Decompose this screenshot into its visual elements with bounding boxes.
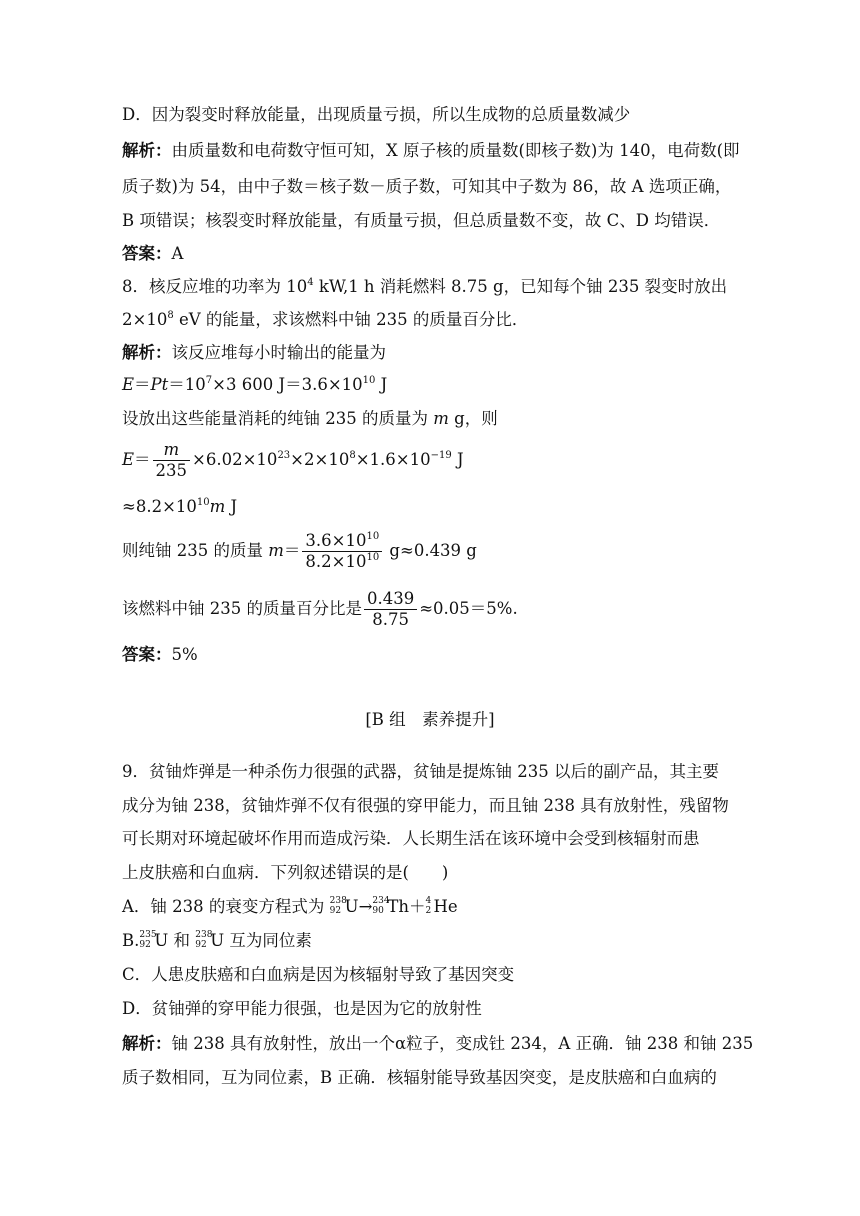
q8-analysis-line-1: 解析：该反应堆每小时输出的能量为 [122,343,386,362]
section-heading: [B 组 素养提升] [365,710,495,729]
q9-stem-line-4: 上皮肤癌和白血病．下列叙述错误的是( ) [122,863,449,882]
q7-analysis-line-2: 质子数)为 54，由中子数＝核子数－质子数，可知其中子数为 86，故 A 选项正确， [122,177,732,196]
q7-analysis-line-1: 解析：由质量数和电荷数守恒可知，X 原子核的质量数(即核子数)为 140，电荷数(即 [122,141,740,160]
q8-mass-statement: 设放出这些能量消耗的纯铀 235 的质量为 m g，则 [122,409,498,428]
q9-stem-line-2: 成分为铀 238，贫铀炸弹不仅有很强的穿甲能力，而且铀 238 具有放射性，残留物 [122,796,729,815]
q9-analysis-line-1: 解析：铀 238 具有放射性，放出一个α粒子，变成钍 234，A 正确．铀 238 和铀 235 [122,1034,754,1053]
nuclide-u238: 238 92 [329,896,347,916]
q8-equation-percentage: 该燃料中铀 235 的质量百分比是 $\frac{0.439}{8.75}$ ≈0.05＝5%. [122,589,518,629]
analysis-label: 解析： [122,343,172,362]
q8-equation-mass-energy: E＝ $\frac{m}{235}$ $\times 6.02\times 10^{23}\times 2\times 10^8\times 1.6\times 10^{-19}$ J [122,440,464,480]
q9-option-c: C．人患皮肤癌和白血病是因为核辐射导致了基因突变 [122,965,515,984]
q8-equation-energy: $E=Pt=10^7\times 3$ 600 $J=3.6\times 10^{10}$ J [122,375,388,394]
nuclide-u235: 235 92 [139,930,157,950]
q8-stem-line-1: 8．核反应堆的功率为 $10^4$ kW,1 h 消耗燃料 8.75 g，已知每个铀 235 裂变时放出 [122,277,728,296]
q9-option-d: D．贫铀弹的穿甲能力很强，也是因为它的放射性 [122,999,482,1018]
q7-analysis-line-3: B 项错误；核裂变时释放能量，有质量亏损，但总质量数不变，故 C、D 均错误． [122,211,721,230]
q9-stem-line-3: 可长期对环境起破坏作用而造成污染．人长期生活在该环境中会受到核辐射而患 [122,829,700,848]
q9-stem-line-1: 9．贫铀炸弹是一种杀伤力很强的武器，贫铀是提炼铀 235 以后的副产品，其主要 [122,762,719,781]
q8-answer: 答案：5% [122,645,198,664]
fraction-mass-ratio: $\frac{0.439}{8.75}$ [364,589,417,630]
nuclide-th234: 234 90 [372,896,390,916]
q9-option-b: B. 235 92 U 和 238 92 U 互为同位素 [122,930,312,950]
q9-option-a: A．铀 238 的衰变方程式为 238 92 U→ 234 90 Th＋ 4 2 He [122,896,458,916]
q8-equation-approx: $\approx 8.2\times 10^{10}m$ J [122,497,238,516]
q8-equation-pure-mass: 则纯铀 235 的质量 m＝ $\frac{3.6\times 10^{10}}{8.2\times 10^{10}}$ g≈0.439 g [122,531,477,571]
q8-stem-line-2: $2\times 10^8$ eV 的能量，求该燃料中铀 235 的质量百分比． [122,310,529,329]
q9-analysis-line-2: 质子数相同，互为同位素，B 正确．核辐射能导致基因突变，是皮肤癌和白血病的 [122,1068,717,1087]
nuclide-u238: 238 92 [195,930,213,950]
fraction-energy-ratio: $\frac{3.6\times 10^{10}}{8.2\times 10^{10}}$ [302,531,382,572]
q7-answer: 答案：A [122,244,184,263]
answer-label: 答案： [122,244,172,263]
nuclide-he4: 4 2 [425,896,432,916]
q7-option-d: D．因为裂变时释放能量，出现质量亏损，所以生成物的总质量数减少 [122,105,631,124]
answer-label: 答案： [122,645,172,664]
analysis-label: 解析： [122,141,172,160]
fraction-m-over-235: $\frac{m}{235}$ [153,440,191,481]
analysis-label: 解析： [122,1034,172,1053]
